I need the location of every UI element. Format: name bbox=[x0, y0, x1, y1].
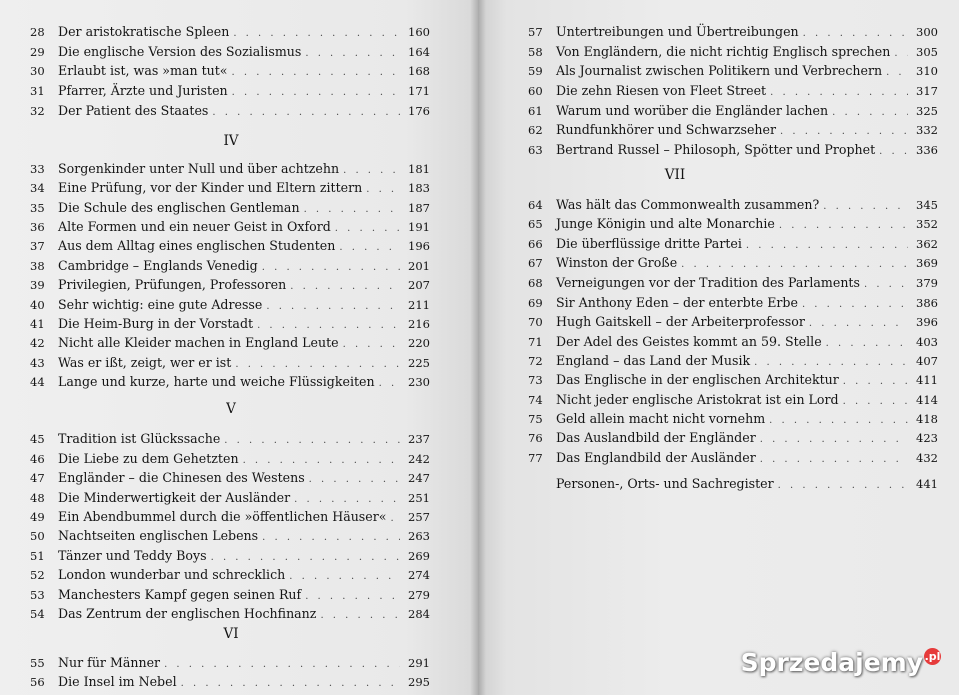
page-number: 183 bbox=[408, 181, 430, 195]
dot-leader bbox=[780, 123, 908, 141]
page-number: 362 bbox=[916, 237, 938, 251]
chapter-number: 28 bbox=[30, 25, 45, 39]
dot-leader bbox=[879, 143, 908, 161]
toc-entry bbox=[30, 450, 430, 468]
chapter-title: Der Patient des Staates bbox=[58, 103, 209, 118]
toc-entry bbox=[30, 102, 430, 120]
dot-leader bbox=[320, 607, 400, 625]
chapter-number: 61 bbox=[528, 104, 543, 118]
page-number: 414 bbox=[916, 393, 938, 407]
book-gutter-shadow bbox=[470, 0, 486, 695]
chapter-title: Privilegien, Prüfungen, Professoren bbox=[58, 277, 287, 292]
chapter-title: Sehr wichtig: eine gute Adresse bbox=[58, 297, 263, 312]
dot-leader bbox=[754, 354, 908, 372]
page-number: 325 bbox=[916, 104, 938, 118]
page-number: 345 bbox=[916, 198, 938, 212]
toc-entry bbox=[528, 449, 938, 467]
chapter-title: Tradition ist Glückssache bbox=[58, 431, 221, 446]
page-number: 352 bbox=[916, 217, 938, 231]
dot-leader bbox=[366, 181, 400, 199]
toc-entry bbox=[528, 371, 938, 389]
chapter-number: 34 bbox=[30, 181, 45, 195]
chapter-title: Eine Prüfung, vor der Kinder und Eltern zittern bbox=[58, 180, 363, 195]
chapter-title: Geld allein macht nicht vornehm bbox=[556, 411, 766, 426]
chapter-title: Cambridge – Englands Venedig bbox=[58, 258, 258, 273]
dot-leader bbox=[343, 336, 400, 354]
chapter-number: 52 bbox=[30, 568, 45, 582]
page-number: 310 bbox=[916, 64, 938, 78]
toc-entry bbox=[30, 257, 430, 275]
toc-entry bbox=[528, 274, 938, 292]
chapter-number: 33 bbox=[30, 162, 45, 176]
chapter-title: Winston der Große bbox=[556, 255, 678, 270]
dot-leader bbox=[339, 239, 400, 257]
page-number: 237 bbox=[408, 432, 430, 446]
page-number: 168 bbox=[408, 64, 430, 78]
toc-entry bbox=[30, 373, 430, 391]
dot-leader bbox=[379, 375, 400, 393]
dot-leader bbox=[294, 491, 400, 509]
page-number: 274 bbox=[408, 568, 430, 582]
dot-leader bbox=[778, 477, 908, 495]
section-heading: IV bbox=[223, 133, 239, 149]
dot-leader bbox=[843, 393, 908, 411]
dot-leader bbox=[212, 104, 400, 122]
page-number: 211 bbox=[408, 298, 430, 312]
page-number: 251 bbox=[408, 491, 430, 505]
toc-entry bbox=[528, 254, 938, 272]
chapter-title: Das Zentrum der englischen Hochfinanz bbox=[58, 606, 317, 621]
dot-leader bbox=[864, 276, 908, 294]
watermark-logo bbox=[741, 648, 941, 677]
dot-leader bbox=[235, 356, 400, 374]
page-number: 317 bbox=[916, 84, 938, 98]
section-heading: VI bbox=[223, 626, 239, 642]
toc-entry bbox=[30, 237, 430, 255]
chapter-title: Manchesters Kampf gegen seinen Ruf bbox=[58, 587, 302, 602]
page-number: 305 bbox=[916, 45, 938, 59]
register-title: Personen-, Orts- und Sachregister bbox=[556, 476, 774, 491]
page-number: 291 bbox=[408, 656, 430, 670]
dot-leader bbox=[809, 315, 908, 333]
chapter-number: 62 bbox=[528, 123, 543, 137]
dot-leader bbox=[779, 217, 908, 235]
dot-leader bbox=[266, 298, 400, 316]
chapter-number: 77 bbox=[528, 451, 543, 465]
dot-leader bbox=[760, 431, 908, 449]
dot-leader bbox=[886, 64, 908, 82]
toc-entry bbox=[30, 315, 430, 333]
chapter-number: 40 bbox=[30, 298, 45, 312]
chapter-number: 50 bbox=[30, 529, 45, 543]
dot-leader bbox=[232, 64, 400, 82]
dot-leader bbox=[343, 162, 400, 180]
toc-entry bbox=[30, 218, 430, 236]
chapter-title: Nicht alle Kleider machen in England Leute bbox=[58, 335, 339, 350]
toc-entry bbox=[30, 673, 430, 691]
chapter-title: Rundfunkhörer und Schwarzseher bbox=[556, 122, 776, 137]
toc-entry bbox=[528, 141, 938, 159]
toc-entry bbox=[30, 354, 430, 372]
chapter-number: 43 bbox=[30, 356, 45, 370]
chapter-title: London wunderbar und schrecklich bbox=[58, 567, 286, 582]
toc-entry bbox=[30, 179, 430, 197]
toc-entry bbox=[528, 391, 938, 409]
dot-leader bbox=[760, 451, 908, 469]
chapter-number: 68 bbox=[528, 276, 543, 290]
toc-entry bbox=[30, 62, 430, 80]
chapter-number: 58 bbox=[528, 45, 543, 59]
dot-leader bbox=[803, 25, 908, 43]
chapter-number: 36 bbox=[30, 220, 45, 234]
chapter-title: Engländer – die Chinesen des Westens bbox=[58, 470, 305, 485]
dot-leader bbox=[802, 296, 908, 314]
chapter-title: England – das Land der Musik bbox=[556, 353, 751, 368]
chapter-number: 55 bbox=[30, 656, 45, 670]
chapter-number: 44 bbox=[30, 375, 45, 389]
chapter-number: 53 bbox=[30, 588, 45, 602]
chapter-number: 54 bbox=[30, 607, 45, 621]
toc-entry bbox=[30, 296, 430, 314]
chapter-title: Aus dem Alltag eines englischen Studenten bbox=[58, 238, 336, 253]
toc-entry bbox=[30, 82, 430, 100]
page-number: 269 bbox=[408, 549, 430, 563]
chapter-title: Die zehn Riesen von Fleet Street bbox=[556, 83, 767, 98]
toc-entry bbox=[528, 23, 938, 41]
chapter-title: Alte Formen und ein neuer Geist in Oxford bbox=[58, 219, 331, 234]
dot-leader bbox=[211, 549, 400, 567]
chapter-number: 47 bbox=[30, 471, 45, 485]
dot-leader bbox=[304, 201, 400, 219]
chapter-title: Die Insel im Nebel bbox=[58, 674, 177, 689]
page-number: 201 bbox=[408, 259, 430, 273]
page-number: 257 bbox=[408, 510, 430, 524]
chapter-title: Erlaubt ist, was »man tut« bbox=[58, 63, 228, 78]
chapter-number: 49 bbox=[30, 510, 45, 524]
chapter-number: 71 bbox=[528, 335, 543, 349]
dot-leader bbox=[243, 452, 400, 470]
dot-leader bbox=[257, 317, 400, 335]
page-number: 295 bbox=[408, 675, 430, 689]
chapter-title: Nachtseiten englischen Lebens bbox=[58, 528, 259, 543]
toc-entry bbox=[30, 469, 430, 487]
page-number: 191 bbox=[408, 220, 430, 234]
chapter-title: Nur für Männer bbox=[58, 655, 161, 670]
watermark-badge: .pl bbox=[924, 650, 941, 663]
chapter-number: 39 bbox=[30, 278, 45, 292]
dot-leader bbox=[335, 220, 400, 238]
chapter-number: 69 bbox=[528, 296, 543, 310]
dot-leader bbox=[770, 84, 908, 102]
toc-entry bbox=[528, 235, 938, 253]
toc-entry bbox=[30, 160, 430, 178]
toc-entry bbox=[30, 527, 430, 545]
dot-leader bbox=[309, 471, 400, 489]
chapter-number: 41 bbox=[30, 317, 45, 331]
page-number: 396 bbox=[916, 315, 938, 329]
page-number: 164 bbox=[408, 45, 430, 59]
chapter-number: 29 bbox=[30, 45, 45, 59]
dot-leader bbox=[164, 656, 400, 674]
chapter-title: Ein Abendbummel durch die »öffentlichen Häuser« bbox=[58, 509, 387, 524]
toc-entry bbox=[30, 605, 430, 623]
page-number: 160 bbox=[408, 25, 430, 39]
page-number: 403 bbox=[916, 335, 938, 349]
toc-entry bbox=[528, 121, 938, 139]
chapter-number: 42 bbox=[30, 336, 45, 350]
toc-entry bbox=[528, 333, 938, 351]
chapter-title: Pfarrer, Ärzte und Juristen bbox=[58, 83, 228, 98]
page-number: 263 bbox=[408, 529, 430, 543]
toc-entry bbox=[30, 508, 430, 526]
toc-entry bbox=[528, 352, 938, 370]
dot-leader bbox=[290, 278, 400, 296]
chapter-number: 35 bbox=[30, 201, 45, 215]
chapter-title: Was hält das Commonwealth zusammen? bbox=[556, 197, 820, 212]
chapter-number: 66 bbox=[528, 237, 543, 251]
page-number: 216 bbox=[408, 317, 430, 331]
dot-leader bbox=[894, 45, 908, 63]
toc-entry bbox=[30, 566, 430, 584]
toc-entry bbox=[528, 196, 938, 214]
toc-entry bbox=[30, 199, 430, 217]
page-number: 284 bbox=[408, 607, 430, 621]
chapter-number: 59 bbox=[528, 64, 543, 78]
register-entry bbox=[556, 475, 938, 493]
dot-leader bbox=[843, 373, 908, 391]
chapter-number: 60 bbox=[528, 84, 543, 98]
chapter-number: 64 bbox=[528, 198, 543, 212]
chapter-title: Lange und kurze, harte und weiche Flüssigkeiten bbox=[58, 374, 375, 389]
toc-entry bbox=[528, 294, 938, 312]
chapter-title: Warum und worüber die Engländer lachen bbox=[556, 103, 829, 118]
dot-leader bbox=[262, 529, 400, 547]
chapter-title: Das Englische in der englischen Architektur bbox=[556, 372, 839, 387]
chapter-number: 67 bbox=[528, 256, 543, 270]
toc-entry bbox=[528, 62, 938, 80]
chapter-title: Die englische Version des Sozialismus bbox=[58, 44, 302, 59]
chapter-title: Untertreibungen und Übertreibungen bbox=[556, 24, 799, 39]
chapter-title: Die Minderwertigkeit der Ausländer bbox=[58, 490, 291, 505]
page-number: 230 bbox=[408, 375, 430, 389]
toc-entry bbox=[528, 43, 938, 61]
dot-leader bbox=[224, 432, 400, 450]
dot-leader bbox=[305, 588, 400, 606]
chapter-number: 70 bbox=[528, 315, 543, 329]
section-heading: V bbox=[226, 401, 236, 417]
toc-entry bbox=[30, 276, 430, 294]
toc-entry bbox=[30, 430, 430, 448]
right-book-page bbox=[478, 0, 959, 695]
toc-entry bbox=[30, 654, 430, 672]
dot-leader bbox=[305, 45, 400, 63]
chapter-title: Nicht jeder englische Aristokrat ist ein Lord bbox=[556, 392, 839, 407]
chapter-title: Der Adel des Geistes kommt an 59. Stelle bbox=[556, 334, 822, 349]
page-number: 176 bbox=[408, 104, 430, 118]
toc-entry bbox=[528, 82, 938, 100]
chapter-title: Junge Königin und alte Monarchie bbox=[556, 216, 775, 231]
chapter-title: Von Engländern, die nicht richtig Englisch sprechen bbox=[556, 44, 891, 59]
chapter-number: 46 bbox=[30, 452, 45, 466]
dot-leader bbox=[232, 84, 400, 102]
toc-entry bbox=[30, 23, 430, 41]
chapter-title: Die überflüssige dritte Partei bbox=[556, 236, 742, 251]
dot-leader bbox=[746, 237, 908, 255]
section-heading: VII bbox=[664, 167, 686, 183]
page-number: 411 bbox=[916, 373, 938, 387]
dot-leader bbox=[233, 25, 400, 43]
dot-leader bbox=[823, 198, 908, 216]
page-number: 171 bbox=[408, 84, 430, 98]
dot-leader bbox=[262, 259, 400, 277]
chapter-number: 76 bbox=[528, 431, 543, 445]
page-number: 247 bbox=[408, 471, 430, 485]
chapter-title: Sorgenkinder unter Null und über achtzehn bbox=[58, 161, 340, 176]
chapter-title: Tänzer und Teddy Boys bbox=[58, 548, 207, 563]
dot-leader bbox=[181, 675, 400, 693]
toc-entry bbox=[528, 429, 938, 447]
chapter-number: 48 bbox=[30, 491, 45, 505]
chapter-title: Das Englandbild der Ausländer bbox=[556, 450, 756, 465]
page-number: 225 bbox=[408, 356, 430, 370]
toc-entry bbox=[30, 547, 430, 565]
page-number: 418 bbox=[916, 412, 938, 426]
chapter-title: Verneigungen vor der Tradition des Parlaments bbox=[556, 275, 860, 290]
page-number: 300 bbox=[916, 25, 938, 39]
chapter-title: Die Liebe zu dem Gehetzten bbox=[58, 451, 239, 466]
chapter-number: 56 bbox=[30, 675, 45, 689]
chapter-title: Der aristokratische Spleen bbox=[58, 24, 230, 39]
toc-entry bbox=[30, 586, 430, 604]
toc-entry bbox=[30, 334, 430, 352]
dot-leader bbox=[826, 335, 908, 353]
chapter-number: 38 bbox=[30, 259, 45, 273]
chapter-title: Bertrand Russel – Philosoph, Spötter und Prophet bbox=[556, 142, 876, 157]
dot-leader bbox=[769, 412, 908, 430]
toc-entry bbox=[528, 215, 938, 233]
dot-leader bbox=[832, 104, 908, 122]
watermark-text: Sprzedajemy bbox=[740, 648, 923, 677]
chapter-number: 37 bbox=[30, 239, 45, 253]
chapter-number: 57 bbox=[528, 25, 543, 39]
page-number: 242 bbox=[408, 452, 430, 466]
chapter-number: 30 bbox=[30, 64, 45, 78]
page-number: 432 bbox=[916, 451, 938, 465]
toc-entry bbox=[30, 43, 430, 61]
chapter-title: Die Heim-Burg in der Vorstadt bbox=[58, 316, 254, 331]
page-number: 336 bbox=[916, 143, 938, 157]
page-number: 407 bbox=[916, 354, 938, 368]
chapter-number: 32 bbox=[30, 104, 45, 118]
chapter-title: Als Journalist zwischen Politikern und Verbrechern bbox=[556, 63, 883, 78]
chapter-number: 45 bbox=[30, 432, 45, 446]
chapter-number: 73 bbox=[528, 373, 543, 387]
page-number: 369 bbox=[916, 256, 938, 270]
page-number: 332 bbox=[916, 123, 938, 137]
page-number: 207 bbox=[408, 278, 430, 292]
page-number: 181 bbox=[408, 162, 430, 176]
page-number: 196 bbox=[408, 239, 430, 253]
dot-leader bbox=[289, 568, 400, 586]
chapter-title: Die Schule des englischen Gentleman bbox=[58, 200, 300, 215]
chapter-number: 65 bbox=[528, 217, 543, 231]
chapter-title: Was er ißt, zeigt, wer er ist bbox=[58, 355, 232, 370]
chapter-number: 31 bbox=[30, 84, 45, 98]
toc-entry bbox=[30, 489, 430, 507]
chapter-title: Sir Anthony Eden – der enterbte Erbe bbox=[556, 295, 798, 310]
chapter-number: 74 bbox=[528, 393, 543, 407]
page-number: 441 bbox=[916, 477, 938, 491]
page-number: 279 bbox=[408, 588, 430, 602]
chapter-title: Hugh Gaitskell – der Arbeiterprofessor bbox=[556, 314, 805, 329]
left-book-page bbox=[0, 0, 478, 695]
page-number: 386 bbox=[916, 296, 938, 310]
toc-entry bbox=[528, 102, 938, 120]
dot-leader bbox=[390, 510, 400, 528]
page-number: 220 bbox=[408, 336, 430, 350]
toc-entry bbox=[528, 313, 938, 331]
dot-leader bbox=[681, 256, 908, 274]
page-number: 423 bbox=[916, 431, 938, 445]
chapter-number: 75 bbox=[528, 412, 543, 426]
chapter-title: Das Auslandbild der Engländer bbox=[556, 430, 756, 445]
chapter-number: 63 bbox=[528, 143, 543, 157]
chapter-number: 72 bbox=[528, 354, 543, 368]
chapter-number: 51 bbox=[30, 549, 45, 563]
page-number: 379 bbox=[916, 276, 938, 290]
toc-entry bbox=[528, 410, 938, 428]
page-number: 187 bbox=[408, 201, 430, 215]
